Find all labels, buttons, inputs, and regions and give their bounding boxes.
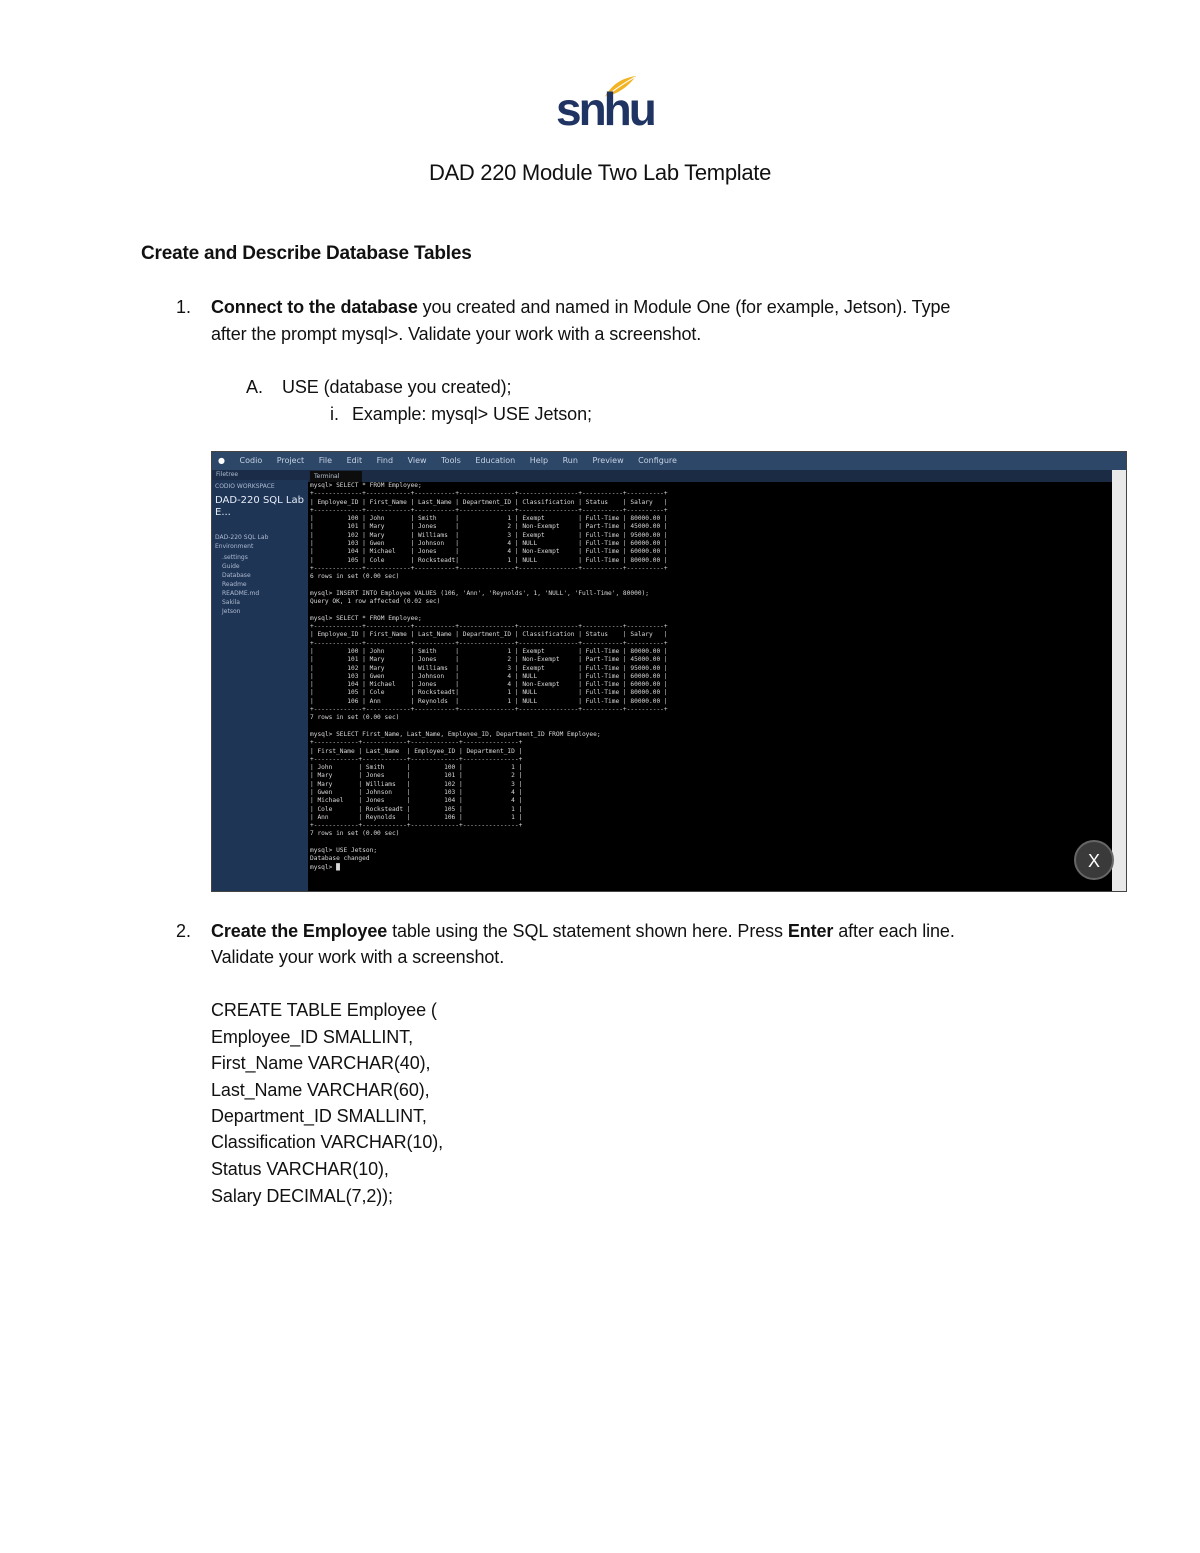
menu-help: Help bbox=[529, 456, 549, 465]
codio-icon: ● bbox=[218, 456, 225, 465]
document-title: DAD 220 Module Two Lab Template bbox=[428, 160, 772, 185]
menu-file: File bbox=[318, 456, 333, 465]
step-2-bold-1: Create the Employee bbox=[211, 921, 388, 941]
tree-item: README.md bbox=[222, 590, 260, 597]
menu-education: Education bbox=[475, 456, 516, 465]
step-1-line-2: after the prompt mysql>. Validate your work with a screenshot. bbox=[211, 324, 702, 344]
sub-i-text: Example: mysql> USE Jetson; bbox=[352, 404, 592, 424]
step-2-line-1 bbox=[211, 918, 1111, 945]
sub-a-text: USE (database you created); bbox=[282, 377, 512, 397]
tree-item: Sakila bbox=[222, 599, 240, 606]
step-2-line-2: Validate your work with a screenshot. bbox=[211, 947, 505, 967]
sql-line: Status VARCHAR(10), bbox=[211, 1159, 389, 1179]
step-2-text-mid: table using the SQL statement shown here. Press bbox=[387, 921, 788, 941]
logo-text: snhu bbox=[556, 83, 654, 135]
sub-a-marker: A. bbox=[246, 377, 264, 397]
step-2-number: 2. bbox=[176, 921, 192, 941]
section-heading: Create and Describe Database Tables bbox=[141, 243, 472, 264]
tree-item: Database bbox=[222, 572, 251, 579]
snhu-logo bbox=[556, 74, 654, 135]
terminal-tabbar bbox=[308, 470, 1127, 482]
tree-item: .settings bbox=[222, 554, 248, 561]
sql-line: Employee_ID SMALLINT, bbox=[211, 1027, 413, 1047]
step-1-bold: Connect to the database bbox=[211, 297, 418, 317]
step-2-bold-2: Enter bbox=[787, 921, 834, 941]
menu-codio: Codio bbox=[239, 456, 263, 465]
step-1-number: 1. bbox=[176, 297, 192, 317]
tree-item: Jetson bbox=[222, 608, 241, 615]
close-fab-icon: X bbox=[1074, 840, 1114, 880]
workspace-label: CODIO WORKSPACE bbox=[215, 483, 275, 490]
ide-menubar bbox=[212, 452, 1127, 470]
menu-edit: Edit bbox=[346, 456, 363, 465]
sql-line: Department_ID SMALLINT, bbox=[211, 1106, 427, 1126]
menu-run: Run bbox=[562, 456, 578, 465]
menu-project: Project bbox=[276, 456, 305, 465]
sub-i-marker: i. bbox=[330, 404, 339, 424]
step-1-line-1 bbox=[211, 294, 1111, 321]
menu-preview: Preview bbox=[592, 456, 624, 465]
explorer-header: Filetree bbox=[212, 470, 308, 480]
menu-configure: Configure bbox=[638, 456, 677, 465]
sql-line: Salary DECIMAL(7,2)); bbox=[211, 1186, 393, 1206]
sql-line: CREATE TABLE Employee ( bbox=[211, 1000, 437, 1020]
terminal-screenshot bbox=[211, 451, 1127, 892]
step-1-text: you created and named in Module One (for example, Jetson). Type bbox=[417, 297, 951, 317]
tree-item: Readme bbox=[222, 581, 247, 588]
terminal-tab: Terminal bbox=[310, 471, 362, 482]
file-explorer bbox=[212, 470, 308, 892]
menu-view: View bbox=[407, 456, 427, 465]
sql-line: Last_Name VARCHAR(60), bbox=[211, 1080, 430, 1100]
scrollbar bbox=[1112, 470, 1126, 892]
tree-item: Guide bbox=[222, 563, 240, 570]
menu-find: Find bbox=[376, 456, 394, 465]
sql-line: Classification VARCHAR(10), bbox=[211, 1132, 444, 1152]
tree-root: DAD-220 SQL Lab Environment bbox=[215, 534, 269, 550]
terminal-output: mysql> SELECT * FROM Employee; +-------------+------------+-----------+---------------+----------------+-----------+----------+ | Employee_ID | First_Name | Last_Name | Department_ID | Classification | Status | Salary | +-------------+------------+-----------+---------------+----------------+-----------+----------+ | 100 | John | Smith | 1 | Exempt | Full-Time | 80000.00 | | 101 | Mary | Jones | 2 | Non-Exempt | Part-Time | 45000.00 | | 102 | Mary | Williams | 3 | Exempt | Full-Time | 95000.00 | | 103 | Gwen | Johnson | 4 | NULL | Full-Time | 60000.00 | | 104 | Michael | Jones | 4 | Non-Exempt | Full-Time | 60000.00 | | 105 | Cole | Rocksteadt| 1 | NULL | Full-Time | 80000.00 | +-------------+------------+-----------+---------------+----------------+-----------+----------+ 6 rows in set (0.00 sec) mysql> INSERT INTO Employee VALUES (106, 'Ann', 'Reynolds', 1, 'NULL', 'Full-Time', 80000); Query OK, 1 row affected (0.02 sec) mysql> SELECT * FROM Employee; +-------------+------------+-----------+---------------+----------------+-----------+----------+ | Employee_ID | First_Name | Last_Name | Department_ID | Classification | Status | Salary | +-------------+------------+-----------+---------------+----------------+-----------+----------+ | 100 | John | Smith | 1 | Exempt | Full-Time | 80000.00 | | 101 | Mary | Jones | 2 | Non-Exempt | Part-Time | 45000.00 | | 102 | Mary | Williams | 3 | Exempt | Full-Time | 95000.00 | | 103 | Gwen | Johnson | 4 | NULL | Full-Time | 60000.00 | | 104 | Michael | Jones | 4 | Non-Exempt | Full-Time | 60000.00 | | 105 | Cole | Rocksteadt| 1 | NULL | Full-Time | 80000.00 | | 106 | Ann | Reynolds | 1 | NULL | Full-Time | 80000.00 | +-------------+------------+-----------+---------------+----------------+-----------+----------+ 7 rows in set (0.00 sec) mysql> SELECT First_Name, Last_Name, Employee_ID, Department_ID FROM Employee; +------------+------------+-------------+---------------+ | First_Name | Last_Name | Employee_ID | Department_ID | +------------+------------+-------------+---------------+ | John | Smith | 100 | 1 | | Mary | Jones | 101 | 2 | | Mary | Williams | 102 | 3 | | Gwen | Johnson | 103 | 4 | | Michael | Jones | 104 | 4 | | Cole | Rocksteadt | 105 | 1 | | Ann | Reynolds | 106 | 1 | +------------+------------+-------------+---------------+ 7 rows in set (0.00 sec) mysql> USE Jetson; Database changed mysql> █ bbox=[310, 482, 668, 871]
sql-line: First_Name VARCHAR(40), bbox=[211, 1053, 431, 1073]
menu-tools: Tools bbox=[441, 456, 461, 465]
project-name: DAD-220 SQL Lab E... bbox=[215, 495, 304, 518]
step-2-text-end: after each line. bbox=[833, 921, 955, 941]
